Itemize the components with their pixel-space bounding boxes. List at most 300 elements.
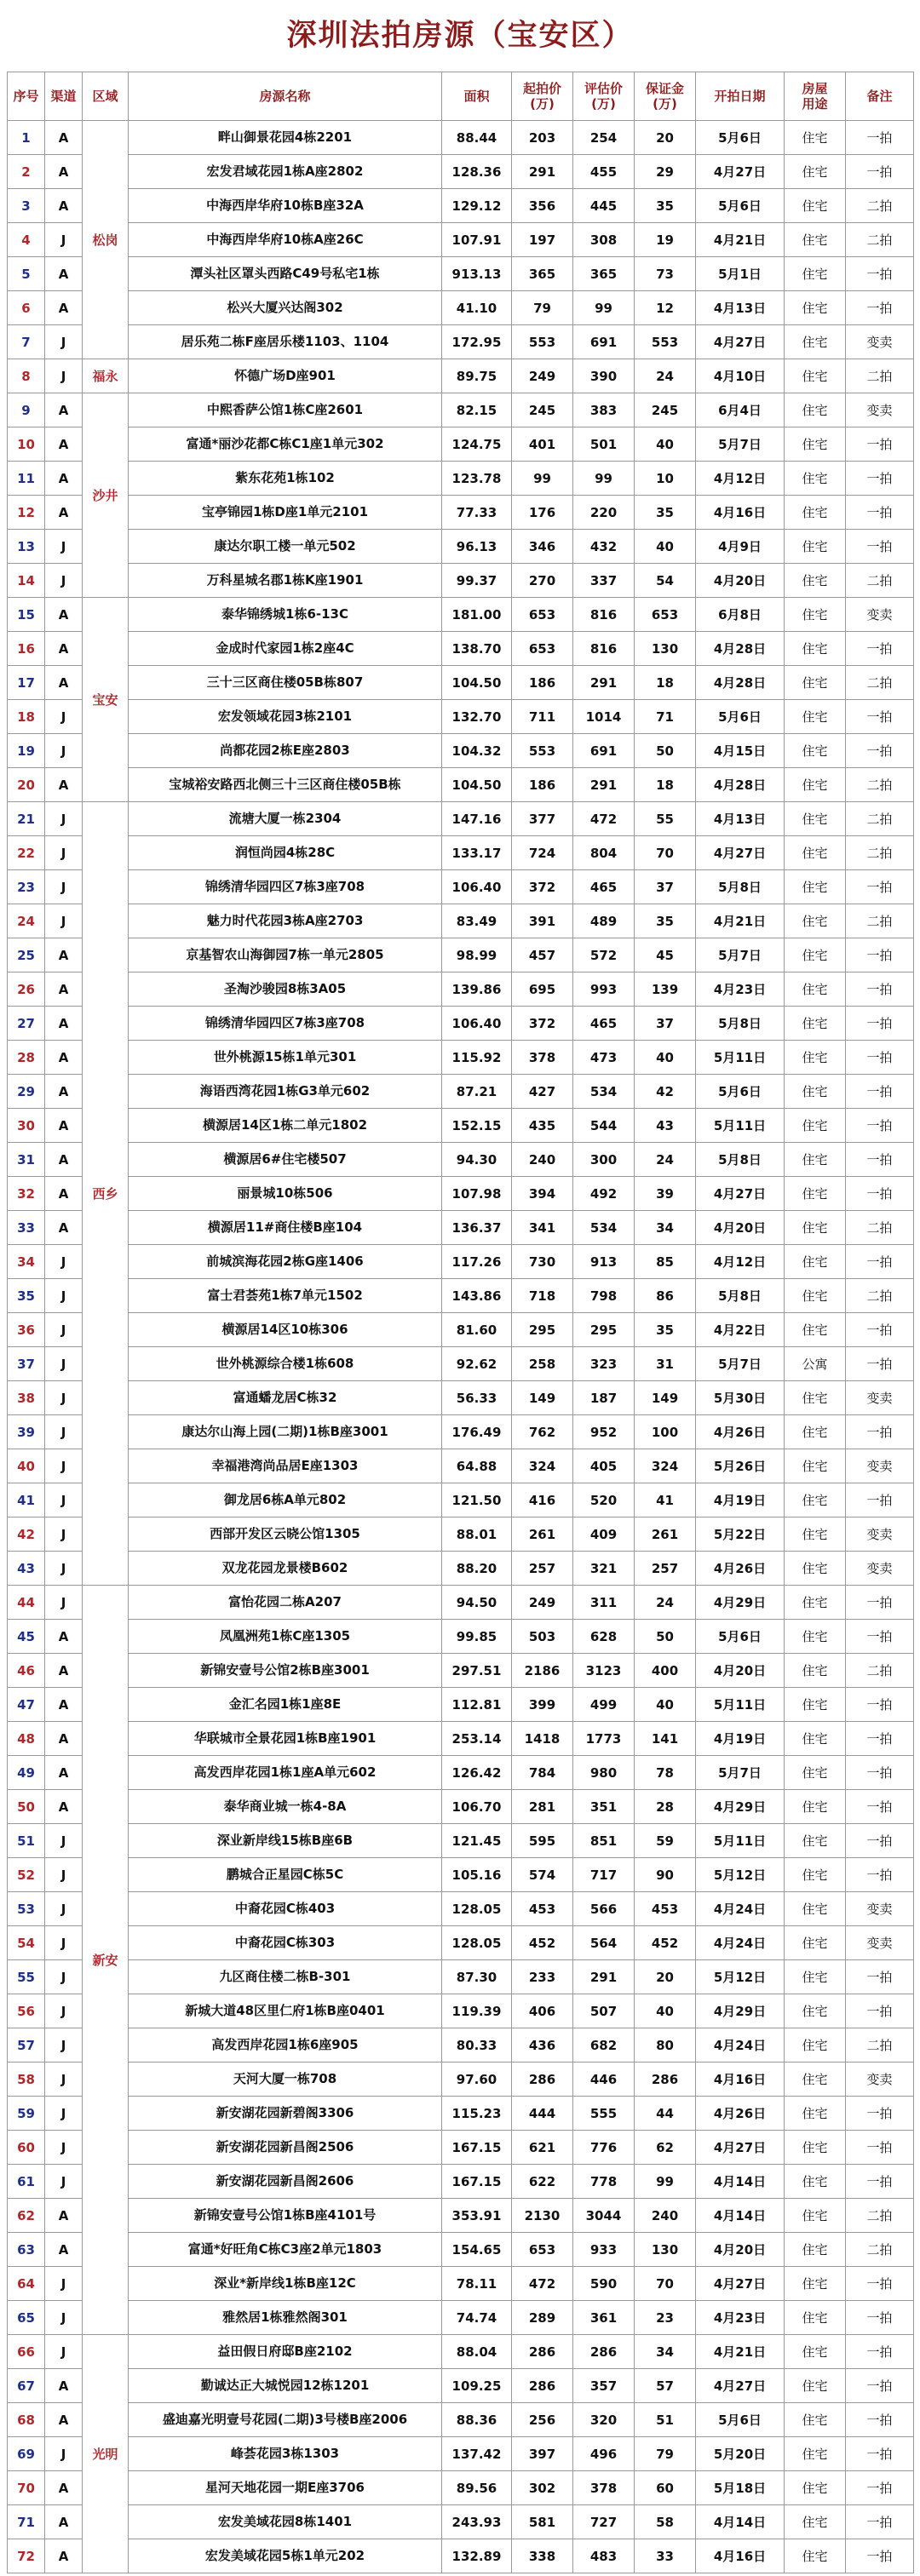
cell-channel: J xyxy=(45,2097,83,2131)
cell-area: 128.05 xyxy=(442,1892,512,1926)
cell-no: 16 xyxy=(8,632,45,666)
cell-deposit: 45 xyxy=(635,938,696,972)
cell-eval-price: 286 xyxy=(573,2335,635,2369)
cell-name: 宝亭锦园1栋D座1单元2101 xyxy=(129,496,442,530)
cell-eval-price: 933 xyxy=(573,2233,635,2267)
cell-deposit: 78 xyxy=(635,1756,696,1790)
cell-deposit: 39 xyxy=(635,1177,696,1211)
cell-use: 住宅 xyxy=(785,2028,846,2063)
cell-start-price: 295 xyxy=(512,1313,573,1347)
cell-channel: J xyxy=(45,1552,83,1586)
table-row xyxy=(8,2505,914,2539)
cell-date: 4月12日 xyxy=(696,462,785,496)
cell-channel: J xyxy=(45,904,83,938)
cell-date: 4月26日 xyxy=(696,1552,785,1586)
cell-eval-price: 323 xyxy=(573,1347,635,1381)
cell-name: 宝城裕安路西北侧三十三区商住楼05B栋 xyxy=(129,768,442,802)
cell-start-price: 581 xyxy=(512,2505,573,2539)
cell-area: 83.49 xyxy=(442,904,512,938)
cell-area: 77.33 xyxy=(442,496,512,530)
cell-no: 66 xyxy=(8,2335,45,2369)
cell-date: 5月11日 xyxy=(696,1824,785,1858)
cell-eval-price: 717 xyxy=(573,1858,635,1892)
cell-no: 61 xyxy=(8,2165,45,2199)
cell-no: 3 xyxy=(8,189,45,223)
cell-no: 12 xyxy=(8,496,45,530)
cell-area: 123.78 xyxy=(442,462,512,496)
cell-name: 富怡花园二栋A207 xyxy=(129,1586,442,1620)
cell-area: 129.12 xyxy=(442,189,512,223)
cell-start-price: 378 xyxy=(512,1041,573,1075)
cell-deposit: 653 xyxy=(635,598,696,632)
cell-start-price: 341 xyxy=(512,1211,573,1245)
cell-date: 4月21日 xyxy=(696,2335,785,2369)
cell-start-price: 338 xyxy=(512,2539,573,2573)
cell-area: 88.44 xyxy=(442,121,512,155)
cell-date: 4月19日 xyxy=(696,1483,785,1517)
cell-eval-price: 220 xyxy=(573,496,635,530)
cell-start-price: 203 xyxy=(512,121,573,155)
cell-start-price: 249 xyxy=(512,1586,573,1620)
cell-name: 金成时代家园1栋2座4C xyxy=(129,632,442,666)
cell-channel: J xyxy=(45,802,83,836)
cell-note: 一拍 xyxy=(846,1109,914,1143)
cell-deposit: 54 xyxy=(635,564,696,598)
cell-use: 住宅 xyxy=(785,359,846,393)
cell-use: 住宅 xyxy=(785,1756,846,1790)
cell-start-price: 270 xyxy=(512,564,573,598)
cell-area: 133.17 xyxy=(442,836,512,870)
table-row xyxy=(8,1552,914,1586)
cell-area: 78.11 xyxy=(442,2267,512,2301)
cell-name: 居乐苑二栋F座居乐楼1103、1104 xyxy=(129,325,442,359)
cell-use: 住宅 xyxy=(785,1313,846,1347)
cell-area: 97.60 xyxy=(442,2063,512,2097)
cell-channel: J xyxy=(45,2063,83,2097)
cell-note: 一拍 xyxy=(846,1313,914,1347)
cell-name: 泰华锦绣城1栋6-13C xyxy=(129,598,442,632)
cell-use: 住宅 xyxy=(785,836,846,870)
table-row xyxy=(8,2028,914,2063)
cell-channel: A xyxy=(45,2505,83,2539)
cell-channel: J xyxy=(45,1415,83,1449)
cell-use: 住宅 xyxy=(785,189,846,223)
cell-area: 106.40 xyxy=(442,1007,512,1041)
cell-date: 4月10日 xyxy=(696,359,785,393)
table-row xyxy=(8,325,914,359)
cell-deposit: 40 xyxy=(635,530,696,564)
region-cell: 西乡 xyxy=(83,802,129,1586)
cell-start-price: 365 xyxy=(512,257,573,291)
cell-start-price: 453 xyxy=(512,1892,573,1926)
cell-no: 48 xyxy=(8,1722,45,1756)
cell-date: 5月11日 xyxy=(696,1041,785,1075)
cell-name: 盛迪嘉光明壹号花园(二期)3号楼B座2006 xyxy=(129,2403,442,2437)
cell-date: 5月11日 xyxy=(696,1109,785,1143)
cell-use: 住宅 xyxy=(785,1449,846,1483)
table-row xyxy=(8,2199,914,2233)
cell-date: 4月19日 xyxy=(696,1722,785,1756)
cell-no: 32 xyxy=(8,1177,45,1211)
cell-eval-price: 446 xyxy=(573,2063,635,2097)
table-row xyxy=(8,2369,914,2403)
cell-no: 30 xyxy=(8,1109,45,1143)
header-start-price: 起拍价 (万) xyxy=(512,72,573,121)
cell-note: 一拍 xyxy=(846,632,914,666)
cell-start-price: 2186 xyxy=(512,1654,573,1688)
cell-use: 住宅 xyxy=(785,768,846,802)
cell-note: 一拍 xyxy=(846,1347,914,1381)
cell-channel: J xyxy=(45,1347,83,1381)
cell-note: 一拍 xyxy=(846,427,914,462)
cell-start-price: 595 xyxy=(512,1824,573,1858)
cell-area: 115.23 xyxy=(442,2097,512,2131)
cell-start-price: 503 xyxy=(512,1620,573,1654)
cell-channel: A xyxy=(45,121,83,155)
table-row xyxy=(8,393,914,427)
cell-name: 鹏城合正星园C栋5C xyxy=(129,1858,442,1892)
cell-no: 65 xyxy=(8,2301,45,2335)
cell-area: 136.37 xyxy=(442,1211,512,1245)
cell-deposit: 79 xyxy=(635,2437,696,2471)
cell-area: 121.50 xyxy=(442,1483,512,1517)
cell-use: 住宅 xyxy=(785,1041,846,1075)
region-cell: 福永 xyxy=(83,359,129,393)
cell-eval-price: 993 xyxy=(573,972,635,1007)
cell-start-price: 149 xyxy=(512,1381,573,1415)
cell-use: 住宅 xyxy=(785,1858,846,1892)
cell-area: 147.16 xyxy=(442,802,512,836)
cell-start-price: 391 xyxy=(512,904,573,938)
cell-no: 15 xyxy=(8,598,45,632)
table-row xyxy=(8,2539,914,2573)
cell-start-price: 394 xyxy=(512,1177,573,1211)
cell-name: 深业新岸线15栋B座6B xyxy=(129,1824,442,1858)
cell-eval-price: 378 xyxy=(573,2471,635,2505)
cell-area: 98.99 xyxy=(442,938,512,972)
cell-channel: A xyxy=(45,291,83,325)
cell-channel: A xyxy=(45,462,83,496)
cell-channel: J xyxy=(45,1483,83,1517)
cell-use: 住宅 xyxy=(785,2539,846,2573)
table-row xyxy=(8,1075,914,1109)
cell-date: 4月24日 xyxy=(696,1926,785,1960)
cell-date: 5月6日 xyxy=(696,2403,785,2437)
cell-name: 雅然居1栋雅然阁301 xyxy=(129,2301,442,2335)
cell-deposit: 35 xyxy=(635,1313,696,1347)
cell-use: 住宅 xyxy=(785,598,846,632)
cell-area: 104.32 xyxy=(442,734,512,768)
cell-date: 4月27日 xyxy=(696,2369,785,2403)
cell-eval-price: 99 xyxy=(573,291,635,325)
cell-name: 富通*好旺角C栋C3座2单元1803 xyxy=(129,2233,442,2267)
cell-deposit: 28 xyxy=(635,1790,696,1824)
cell-name: 紫东花苑1栋102 xyxy=(129,462,442,496)
cell-date: 4月27日 xyxy=(696,1177,785,1211)
cell-channel: A xyxy=(45,598,83,632)
cell-area: 143.86 xyxy=(442,1279,512,1313)
cell-date: 5月8日 xyxy=(696,1279,785,1313)
cell-note: 一拍 xyxy=(846,2267,914,2301)
cell-eval-price: 357 xyxy=(573,2369,635,2403)
cell-use: 住宅 xyxy=(785,2199,846,2233)
table-row xyxy=(8,530,914,564)
cell-name: 横源居6#住宅楼507 xyxy=(129,1143,442,1177)
cell-name: 双龙花园龙景楼B602 xyxy=(129,1552,442,1586)
cell-eval-price: 980 xyxy=(573,1756,635,1790)
cell-use: 住宅 xyxy=(785,1517,846,1552)
cell-start-price: 784 xyxy=(512,1756,573,1790)
table-row xyxy=(8,1143,914,1177)
cell-name: 锦绣清华园四区7栋3座708 xyxy=(129,1007,442,1041)
cell-start-price: 249 xyxy=(512,359,573,393)
header-row xyxy=(8,72,914,121)
cell-no: 19 xyxy=(8,734,45,768)
cell-start-price: 457 xyxy=(512,938,573,972)
cell-deposit: 70 xyxy=(635,836,696,870)
table-row xyxy=(8,2267,914,2301)
cell-name: 中裔花园C栋403 xyxy=(129,1892,442,1926)
cell-date: 4月20日 xyxy=(696,1654,785,1688)
cell-area: 94.50 xyxy=(442,1586,512,1620)
cell-no: 14 xyxy=(8,564,45,598)
cell-channel: A xyxy=(45,1654,83,1688)
table-row xyxy=(8,700,914,734)
cell-name: 高发西岸花园1栋1座A单元602 xyxy=(129,1756,442,1790)
table-row xyxy=(8,2335,914,2369)
cell-deposit: 41 xyxy=(635,1483,696,1517)
cell-area: 88.36 xyxy=(442,2403,512,2437)
cell-name: 新锦安壹号公馆2栋B座3001 xyxy=(129,1654,442,1688)
cell-note: 变卖 xyxy=(846,1926,914,1960)
table-row xyxy=(8,257,914,291)
cell-start-price: 435 xyxy=(512,1109,573,1143)
cell-eval-price: 776 xyxy=(573,2131,635,2165)
cell-note: 一拍 xyxy=(846,1858,914,1892)
cell-use: 住宅 xyxy=(785,1143,846,1177)
cell-name: 横源居11#商住楼B座104 xyxy=(129,1211,442,1245)
cell-channel: J xyxy=(45,836,83,870)
cell-channel: A xyxy=(45,155,83,189)
cell-area: 139.86 xyxy=(442,972,512,1007)
table-row xyxy=(8,2471,914,2505)
cell-no: 49 xyxy=(8,1756,45,1790)
cell-use: 住宅 xyxy=(785,427,846,462)
cell-use: 住宅 xyxy=(785,257,846,291)
cell-no: 62 xyxy=(8,2199,45,2233)
cell-eval-price: 3123 xyxy=(573,1654,635,1688)
cell-no: 34 xyxy=(8,1245,45,1279)
cell-name: 潭头社区罩头西路C49号私宅1栋 xyxy=(129,257,442,291)
table-row xyxy=(8,462,914,496)
cell-start-price: 346 xyxy=(512,530,573,564)
cell-note: 一拍 xyxy=(846,291,914,325)
cell-eval-price: 691 xyxy=(573,325,635,359)
table-row xyxy=(8,1756,914,1790)
cell-eval-price: 483 xyxy=(573,2539,635,2573)
header-area: 面积 xyxy=(442,72,512,121)
cell-use: 住宅 xyxy=(785,2437,846,2471)
cell-eval-price: 3044 xyxy=(573,2199,635,2233)
cell-date: 4月29日 xyxy=(696,1790,785,1824)
cell-start-price: 406 xyxy=(512,1994,573,2028)
cell-start-price: 622 xyxy=(512,2165,573,2199)
cell-area: 107.91 xyxy=(442,223,512,257)
cell-name: 流塘大厦一栋2304 xyxy=(129,802,442,836)
cell-start-price: 302 xyxy=(512,2471,573,2505)
cell-area: 92.62 xyxy=(442,1347,512,1381)
cell-no: 20 xyxy=(8,768,45,802)
cell-name: 康达尔职工楼一单元502 xyxy=(129,530,442,564)
cell-deposit: 51 xyxy=(635,2403,696,2437)
table-row xyxy=(8,2131,914,2165)
cell-eval-price: 99 xyxy=(573,462,635,496)
cell-date: 5月8日 xyxy=(696,1007,785,1041)
cell-use: 住宅 xyxy=(785,1688,846,1722)
cell-eval-price: 405 xyxy=(573,1449,635,1483)
cell-name: 宏发领域花园3栋2101 xyxy=(129,700,442,734)
cell-eval-price: 816 xyxy=(573,598,635,632)
cell-start-price: 399 xyxy=(512,1688,573,1722)
cell-area: 104.50 xyxy=(442,768,512,802)
cell-note: 一拍 xyxy=(846,1075,914,1109)
cell-deposit: 37 xyxy=(635,1007,696,1041)
cell-deposit: 90 xyxy=(635,1858,696,1892)
cell-eval-price: 465 xyxy=(573,870,635,904)
cell-start-price: 427 xyxy=(512,1075,573,1109)
cell-area: 106.40 xyxy=(442,870,512,904)
cell-channel: J xyxy=(45,1960,83,1994)
cell-use: 住宅 xyxy=(785,972,846,1007)
cell-start-price: 444 xyxy=(512,2097,573,2131)
cell-eval-price: 628 xyxy=(573,1620,635,1654)
cell-name: 尚都花园2栋E座2803 xyxy=(129,734,442,768)
cell-start-price: 286 xyxy=(512,2369,573,2403)
cell-deposit: 20 xyxy=(635,1960,696,1994)
cell-no: 27 xyxy=(8,1007,45,1041)
cell-start-price: 553 xyxy=(512,325,573,359)
cell-eval-price: 492 xyxy=(573,1177,635,1211)
cell-note: 二拍 xyxy=(846,802,914,836)
cell-no: 28 xyxy=(8,1041,45,1075)
cell-area: 297.51 xyxy=(442,1654,512,1688)
cell-start-price: 257 xyxy=(512,1552,573,1586)
cell-channel: J xyxy=(45,1381,83,1415)
cell-channel: J xyxy=(45,1245,83,1279)
cell-eval-price: 727 xyxy=(573,2505,635,2539)
cell-area: 112.81 xyxy=(442,1688,512,1722)
cell-no: 33 xyxy=(8,1211,45,1245)
cell-name: 勤诚达正大城悦园12栋1201 xyxy=(129,2369,442,2403)
cell-channel: A xyxy=(45,1177,83,1211)
cell-name: 康达尔山海上园(二期)1栋B座3001 xyxy=(129,1415,442,1449)
cell-eval-price: 465 xyxy=(573,1007,635,1041)
table-row xyxy=(8,666,914,700)
cell-note: 一拍 xyxy=(846,2505,914,2539)
table-row xyxy=(8,1586,914,1620)
cell-no: 68 xyxy=(8,2403,45,2437)
table-row xyxy=(8,1177,914,1211)
cell-channel: J xyxy=(45,2301,83,2335)
cell-use: 住宅 xyxy=(785,1552,846,1586)
table-row xyxy=(8,1483,914,1517)
cell-no: 11 xyxy=(8,462,45,496)
cell-deposit: 29 xyxy=(635,155,696,189)
cell-note: 二拍 xyxy=(846,2028,914,2063)
cell-date: 5月12日 xyxy=(696,1858,785,1892)
cell-deposit: 99 xyxy=(635,2165,696,2199)
cell-date: 4月26日 xyxy=(696,2097,785,2131)
cell-deposit: 24 xyxy=(635,1143,696,1177)
cell-area: 89.56 xyxy=(442,2471,512,2505)
cell-eval-price: 383 xyxy=(573,393,635,427)
cell-use: 住宅 xyxy=(785,1177,846,1211)
table-row xyxy=(8,155,914,189)
cell-name: 幸福港湾尚品居E座1303 xyxy=(129,1449,442,1483)
cell-eval-price: 409 xyxy=(573,1517,635,1552)
cell-eval-price: 913 xyxy=(573,1245,635,1279)
cell-date: 5月1日 xyxy=(696,257,785,291)
cell-eval-price: 291 xyxy=(573,1960,635,1994)
cell-no: 46 xyxy=(8,1654,45,1688)
cell-channel: J xyxy=(45,1892,83,1926)
table-row xyxy=(8,2301,914,2335)
cell-eval-price: 291 xyxy=(573,666,635,700)
cell-use: 住宅 xyxy=(785,1586,846,1620)
cell-area: 115.92 xyxy=(442,1041,512,1075)
cell-channel: A xyxy=(45,2199,83,2233)
cell-deposit: 261 xyxy=(635,1517,696,1552)
cell-eval-price: 445 xyxy=(573,189,635,223)
table-row xyxy=(8,223,914,257)
cell-use: 住宅 xyxy=(785,938,846,972)
cell-area: 128.36 xyxy=(442,155,512,189)
cell-name: 高发西岸花园1栋6座905 xyxy=(129,2028,442,2063)
cell-name: 新锦安壹号公馆1栋B座4101号 xyxy=(129,2199,442,2233)
cell-note: 一拍 xyxy=(846,1177,914,1211)
cell-deposit: 400 xyxy=(635,1654,696,1688)
cell-deposit: 33 xyxy=(635,2539,696,2573)
cell-area: 152.15 xyxy=(442,1109,512,1143)
cell-note: 二拍 xyxy=(846,904,914,938)
cell-channel: J xyxy=(45,1586,83,1620)
cell-use: 住宅 xyxy=(785,802,846,836)
cell-start-price: 79 xyxy=(512,291,573,325)
cell-area: 81.60 xyxy=(442,1313,512,1347)
cell-note: 一拍 xyxy=(846,1688,914,1722)
cell-no: 29 xyxy=(8,1075,45,1109)
cell-date: 5月7日 xyxy=(696,938,785,972)
cell-use: 住宅 xyxy=(785,2505,846,2539)
cell-use: 住宅 xyxy=(785,870,846,904)
cell-eval-price: 691 xyxy=(573,734,635,768)
cell-start-price: 372 xyxy=(512,870,573,904)
cell-name: 横源居14区10栋306 xyxy=(129,1313,442,1347)
cell-note: 一拍 xyxy=(846,462,914,496)
cell-name: 新安湖花园新昌阁2606 xyxy=(129,2165,442,2199)
table-row xyxy=(8,564,914,598)
cell-area: 80.33 xyxy=(442,2028,512,2063)
cell-deposit: 18 xyxy=(635,666,696,700)
table-row xyxy=(8,121,914,155)
cell-note: 变卖 xyxy=(846,598,914,632)
cell-deposit: 34 xyxy=(635,2335,696,2369)
cell-no: 9 xyxy=(8,393,45,427)
region-cell: 光明 xyxy=(83,2335,129,2573)
cell-eval-price: 534 xyxy=(573,1075,635,1109)
cell-eval-price: 572 xyxy=(573,938,635,972)
cell-deposit: 40 xyxy=(635,1041,696,1075)
